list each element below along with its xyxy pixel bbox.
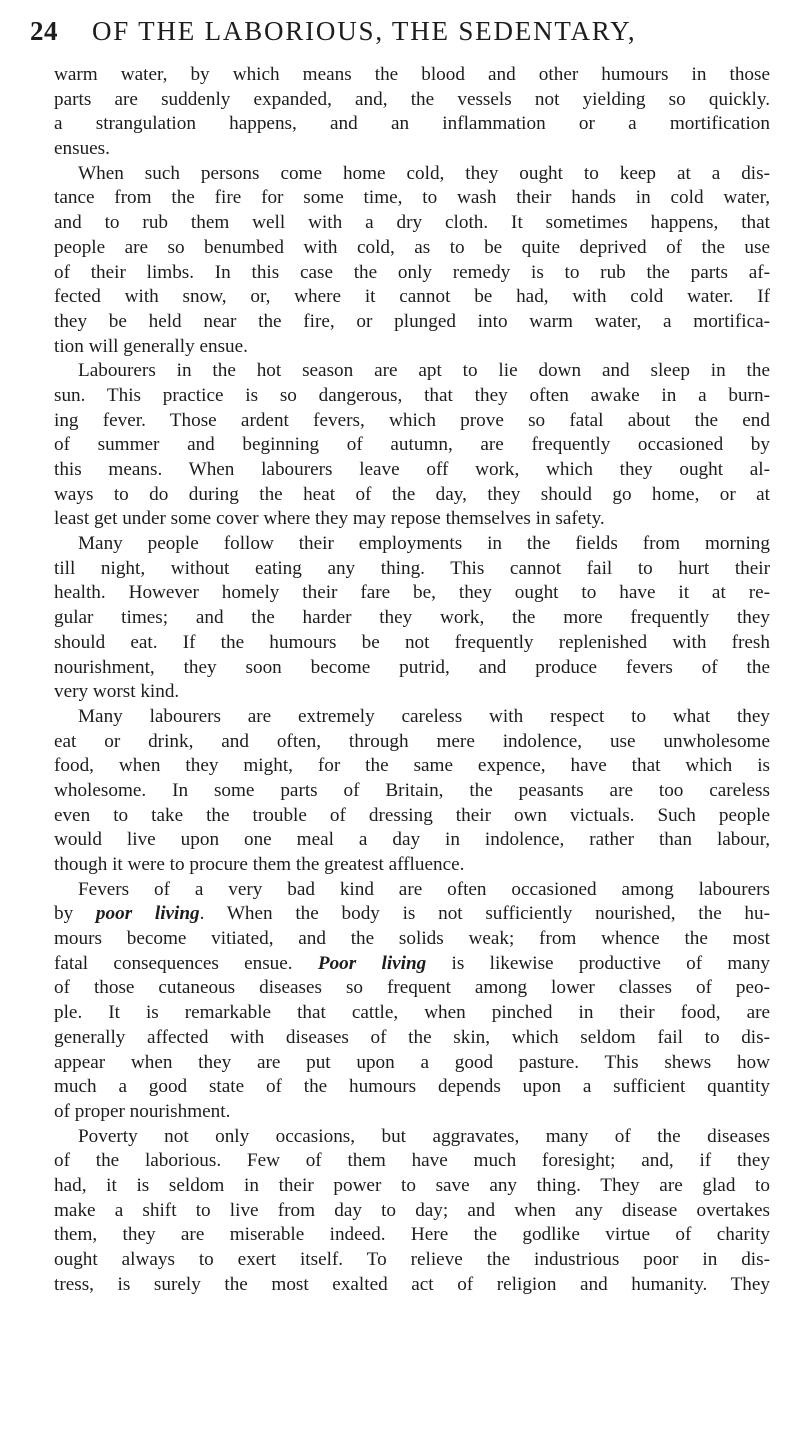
text-line: ought always to exert itself. To relieve the industrious poor in dis- [54, 1249, 770, 1270]
paragraph [54, 878, 770, 1125]
text-line: gular times; and the harder they work, the more frequently they [54, 607, 770, 629]
text-line: ways to do during the heat of the day, they should go home, or at [54, 483, 770, 505]
text-line: Many labourers are extremely careless with respect to what they [78, 705, 770, 727]
text-line: of summer and beginning of autumn, are frequently occasioned by [54, 434, 770, 456]
text-line: least get under some cover where they may repose themselves in safety. [54, 508, 605, 530]
text-line: sun. This practice is so dangerous, that they often awake in a burn- [54, 384, 770, 406]
text-line: tance from the fire for some time, to wash their hands in cold water, [54, 187, 770, 209]
text-line: food, when they might, for the same expence, have that which is [54, 755, 770, 777]
text-line: a strangulation happens, and an inflammation or a mortification [54, 113, 770, 135]
text-line: nourishment, they soon become putrid, and produce fevers of the [54, 656, 770, 678]
text-line: even to take the trouble of dressing their own victuals. Such people [54, 804, 770, 826]
text-line: of the laborious. Few of them have much foresight; and, if they [54, 1150, 770, 1172]
text-line: When such persons come home cold, they ought to keep at a dis- [78, 162, 770, 184]
page-number: 24 [30, 16, 58, 46]
text-line: much a good state of the humours depends upon a sufficient quantity [54, 1076, 770, 1098]
text-line: by poor living. When the body is not sufficiently nourished, the hu- [54, 903, 770, 925]
text-line: ple. It is remarkable that cattle, when pinched in their food, are [54, 1002, 770, 1024]
paragraph [54, 1125, 770, 1298]
text-line: Fevers of a very bad kind are often occasioned among labourers [78, 878, 770, 900]
text-line: eat or drink, and often, through mere indolence, use unwholesome [54, 730, 770, 752]
page-header [30, 14, 760, 48]
text-line: had, it is seldom in their power to save any thing. They are glad to [54, 1174, 770, 1196]
text-line: though it were to procure them the greatest affluence. [54, 854, 465, 875]
text-line: tress, is surely the most exalted act of religion and humanity. They [54, 1273, 770, 1295]
text-line: ing fever. Those ardent fevers, which prove so fatal about the end [54, 409, 770, 431]
paragraph [54, 63, 770, 162]
text-line: fected with snow, or, where it cannot be had, with cold water. If [54, 286, 770, 308]
text-line: very worst kind. [54, 681, 180, 703]
text-line: tion will generally ensue. [54, 335, 248, 357]
text-line: Labourers in the hot season are apt to lie down and sleep in the [78, 360, 770, 382]
text-line: should eat. If the humours be not frequently replenished with fresh [54, 631, 770, 653]
paragraph [54, 359, 770, 532]
body-text [54, 63, 770, 1297]
text-line: Many people follow their employments in the fields from morning [78, 533, 770, 555]
text-line: ensues. [54, 138, 110, 160]
paragraph [54, 532, 770, 705]
text-line: make a shift to live from day to day; and when any disease overtakes [54, 1199, 770, 1221]
text-line: of their limbs. In this case the only remedy is to rub the parts af- [54, 261, 770, 283]
text-line: warm water, by which means the blood and other humours in those [54, 64, 770, 85]
text-line: fatal consequences ensue. Poor living is likewise productive of many [54, 952, 770, 974]
text-line: of proper nourishment. [54, 1100, 231, 1122]
running-head: OF THE LABORIOUS, THE SEDENTARY, [92, 16, 637, 46]
text-line: them, they are miserable indeed. Here the godlike virtue of charity [54, 1224, 770, 1246]
text-line: wholesome. In some parts of Britain, the peasants are too careless [54, 779, 770, 801]
text-line: parts are suddenly expanded, and, the vessels not yielding so quickly. [54, 88, 770, 110]
text-line: appear when they are put upon a good pasture. This shews how [54, 1051, 770, 1073]
text-line: this means. When labourers leave off work, which they ought al- [54, 459, 770, 480]
paragraph [54, 162, 770, 360]
text-line: and to rub them well with a dry cloth. It sometimes happens, that [54, 212, 770, 234]
text-line: mours become vitiated, and the solids weak; from whence the most [54, 928, 770, 950]
text-line: generally affected with diseases of the skin, which seldom fail to dis- [54, 1026, 770, 1048]
text-line: Poverty not only occasions, but aggravates, many of the diseases [78, 1125, 770, 1147]
text-line: would live upon one meal a day in indolence, rather than labour, [54, 829, 770, 851]
text-line: till night, without eating any thing. This cannot fail to hurt their [54, 557, 770, 579]
paragraph [54, 705, 770, 878]
text-line: of those cutaneous diseases so frequent among lower classes of peo- [54, 977, 770, 999]
text-line: people are so benumbed with cold, as to be quite deprived of the use [54, 236, 770, 258]
text-line: they be held near the fire, or plunged into warm water, a mortifica- [54, 310, 770, 332]
text-line: health. However homely their fare be, they ought to have it at re- [54, 582, 770, 604]
